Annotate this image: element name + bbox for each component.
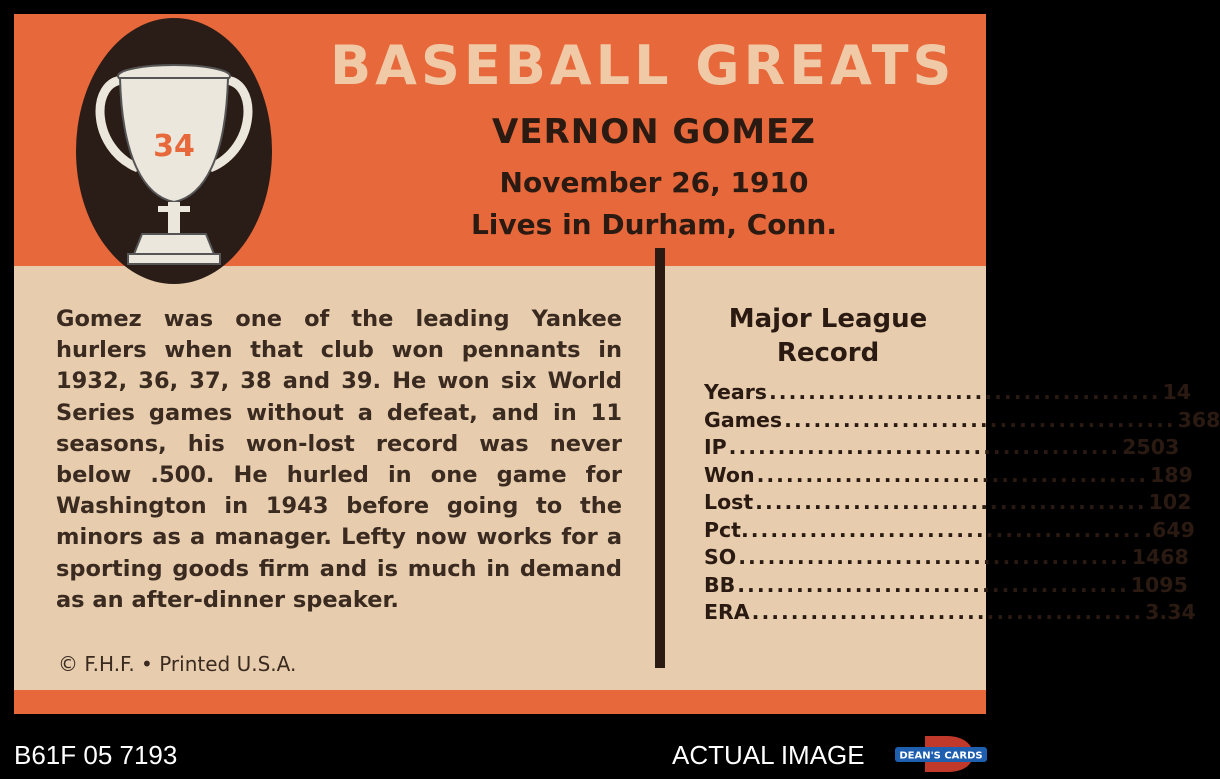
stat-label: Won xyxy=(704,462,755,487)
stat-value: 3.34 xyxy=(1145,600,1196,624)
player-name: VERNON GOMEZ xyxy=(492,112,816,152)
stat-leader-dots: ........................................ xyxy=(728,435,1121,459)
vertical-divider xyxy=(655,248,665,668)
stat-value: 2503 xyxy=(1122,435,1180,459)
stat-row xyxy=(704,600,1196,628)
stat-row xyxy=(704,407,1220,436)
stat-value: 1095 xyxy=(1130,572,1188,597)
stat-value: 189 xyxy=(1150,462,1193,487)
stat-label: ERA xyxy=(704,600,750,624)
stat-label: Games xyxy=(704,407,783,432)
copyright-line: © F.H.F. • Printed U.S.A. xyxy=(58,652,297,676)
stat-leader-dots: ........................................ xyxy=(756,462,1149,487)
player-bio: Gomez was one of the leading Yankee hurlers when that club won pennants in 1932, 36, 37, 38 and 39. He won six World Series games without a defeat, and in 11 seasons, his won-lost record was never below .500. He hurled in one game for Washington in 1943 before going to the minors as a manager. Lefty now works for a sporting goods firm and is much in demand as an after-dinner speaker. xyxy=(56,306,622,613)
stat-value: 14 xyxy=(1162,380,1192,404)
stat-label: IP xyxy=(704,435,727,459)
stats-table xyxy=(704,380,1220,628)
card-number: 34 xyxy=(153,129,195,164)
stat-value: 1468 xyxy=(1131,545,1189,569)
stat-label: SO xyxy=(704,545,737,569)
stat-row xyxy=(704,490,1192,518)
actual-image-label: ACTUAL IMAGE xyxy=(672,740,865,770)
stat-leader-dots: ........................................ xyxy=(750,517,1143,542)
stat-row xyxy=(704,435,1180,463)
deans-cards-logo xyxy=(895,734,987,774)
stat-label: BB xyxy=(704,572,736,597)
stat-row xyxy=(704,572,1188,601)
card-footer-band xyxy=(14,690,986,714)
stat-value: .649 xyxy=(1144,517,1195,542)
stat-label: Years xyxy=(704,380,768,404)
stat-leader-dots: ........................................ xyxy=(784,407,1176,432)
stat-row xyxy=(704,380,1192,408)
card-title: BASEBALL GREATS xyxy=(330,34,956,97)
baseball-card xyxy=(14,14,1220,714)
stat-label: Pct. xyxy=(704,517,749,542)
stat-leader-dots: ........................................ xyxy=(755,490,1147,514)
stat-leader-dots: ........................................ xyxy=(738,545,1130,569)
residence: Lives in Durham, Conn. xyxy=(470,208,838,241)
stat-value: 368 xyxy=(1177,407,1220,432)
record-title: Major League Record xyxy=(728,304,928,368)
stat-row xyxy=(704,462,1193,491)
inventory-code: B61F 05 7193 xyxy=(14,740,178,770)
logo-text: DEAN'S CARDS xyxy=(899,750,983,762)
stat-label: Lost xyxy=(704,490,754,514)
birth-date: November 26, 1910 xyxy=(499,166,809,199)
stat-leader-dots: ........................................ xyxy=(737,572,1129,597)
stat-row xyxy=(704,545,1189,573)
stat-leader-dots: ........................................ xyxy=(769,380,1161,404)
stat-leader-dots: ........................................ xyxy=(751,600,1144,624)
stat-row xyxy=(704,517,1195,546)
stat-value: 102 xyxy=(1148,490,1192,514)
trophy-icon xyxy=(76,18,272,284)
